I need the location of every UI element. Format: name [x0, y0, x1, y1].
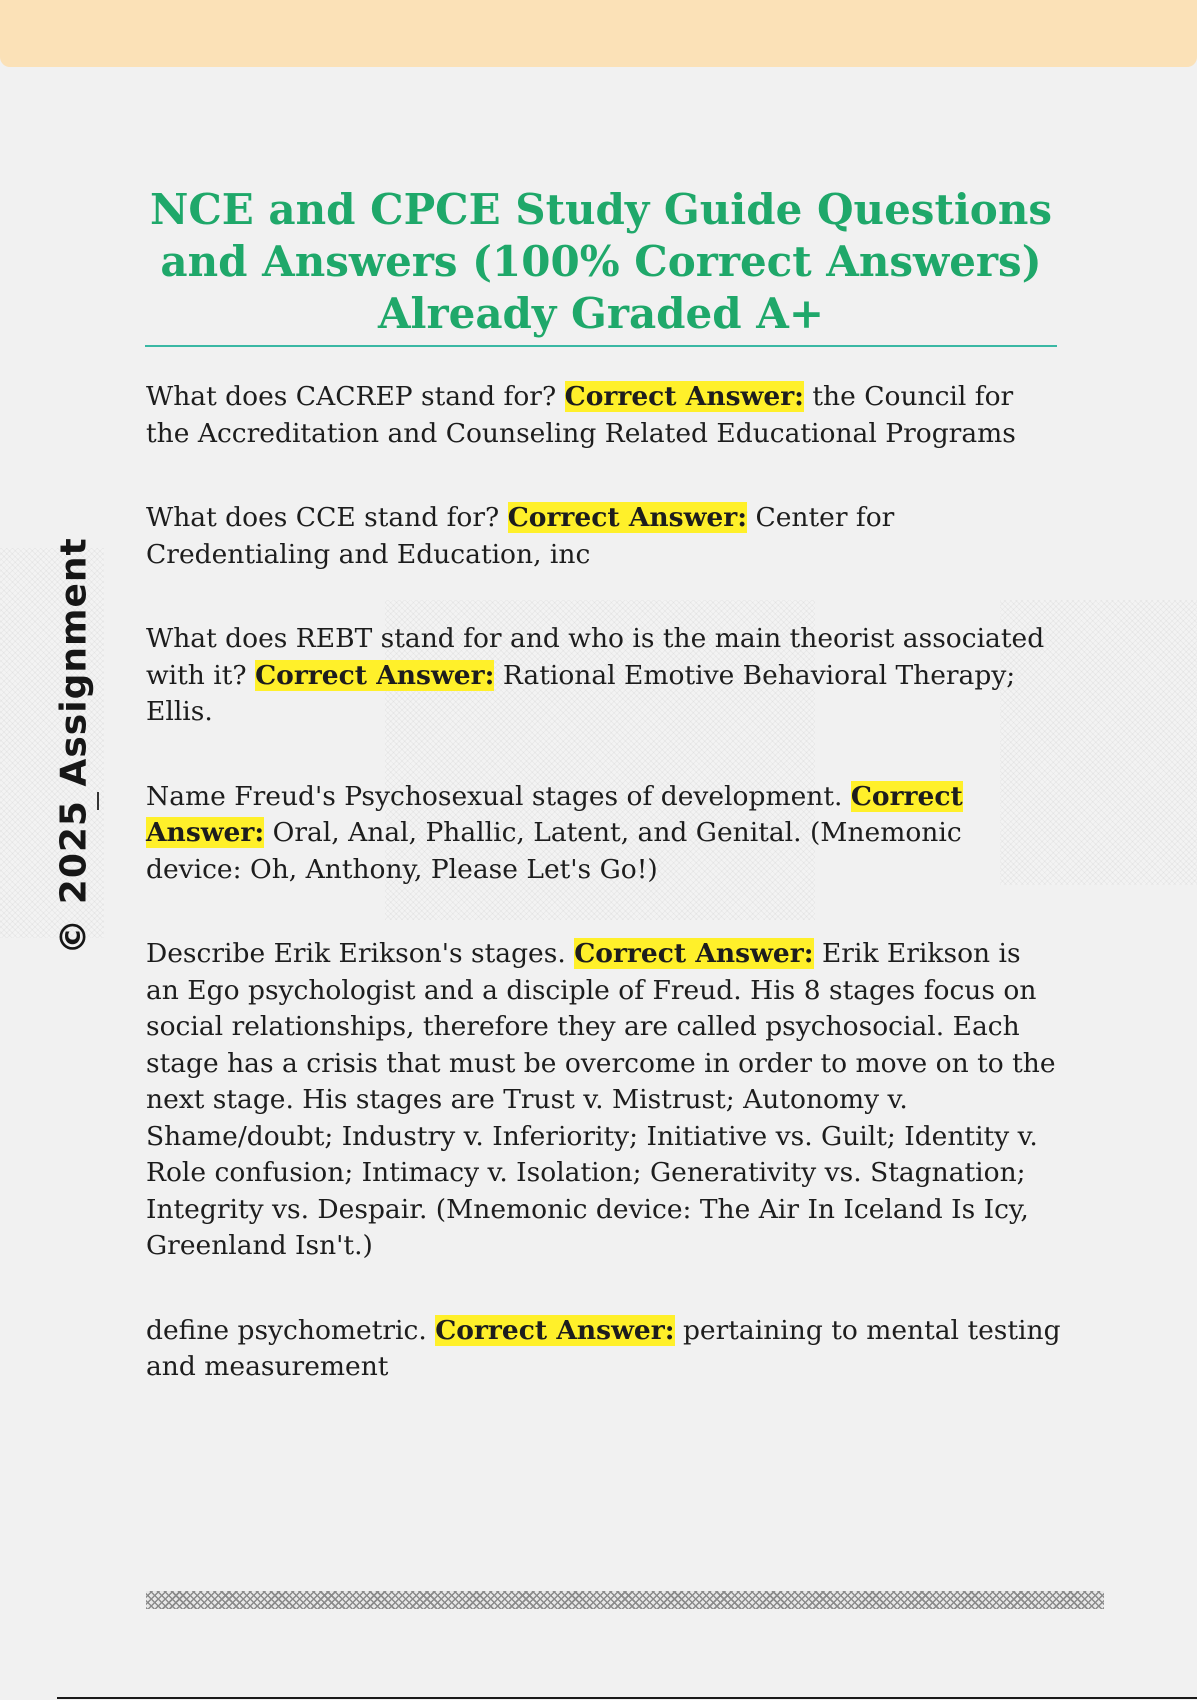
correct-answer-label: Correct Answer: — [574, 938, 814, 969]
answer-text: Oral, Anal, Phallic, Latent, and Genital. (Mnemonic device: Oh, Anthony, Please Let's Go!) — [146, 817, 962, 885]
question-text: What does REBT stand for and who is the main theorist associated with it? — [146, 623, 1045, 691]
title-line: Already Graded A+ — [377, 289, 825, 338]
correct-answer-label: Correct Answer: — [564, 381, 804, 412]
qa-item — [146, 1313, 1061, 1386]
title-line: NCE and CPCE Study Guide Questions — [149, 185, 1053, 234]
qa-list — [146, 379, 1061, 1434]
top-banner — [0, 0, 1197, 67]
title-underline — [145, 345, 1057, 347]
copyright-watermark: © 2025 Assignment — [53, 537, 95, 955]
hatched-divider — [146, 1591, 1104, 1609]
answer-text: Erik Erikson is an Ego psychologist and a disciple of Freud. His 8 stages focus on social relationships, therefore they are called psychosocial. Each stage has a crisis that must be overcome in order to move on to the next stage. His stages are Trust v. Mistrust; Autonomy v. Shame/doubt; Industry v. Inferiority; Initiative vs. Guilt; Identity v. Role confusion; Intimacy v. Isolation; Generativity vs. Stagnation; Integrity vs. Despair. (Mnemonic device: The Air In Iceland Is Icy, Greenland Isn't.) — [146, 938, 1056, 1261]
qa-item — [146, 379, 1061, 452]
qa-item — [146, 621, 1061, 731]
correct-answer-label: Correct Answer: — [146, 780, 963, 848]
question-text: Name Freud's Psychosexual stages of development. — [146, 780, 843, 812]
watermark-mark — [97, 792, 99, 810]
question-text: define psychometric. — [146, 1314, 427, 1346]
answer-text: Rational Emotive Behavioral Therapy; Ellis. — [146, 659, 1016, 727]
correct-answer-label: Correct Answer: — [435, 1314, 675, 1346]
correct-answer-label: Correct Answer: — [507, 502, 748, 533]
answer-text: pertaining to mental testing and measurement — [146, 1314, 1061, 1382]
answer-text: Center for Credentialing and Education, inc — [146, 502, 895, 570]
correct-answer-label: Correct Answer: — [255, 659, 495, 691]
title-line: and Answers (100% Correct Answers) — [160, 237, 1042, 286]
question-text: Describe Erik Erikson's stages. — [146, 938, 566, 969]
footer-rule — [57, 1697, 1197, 1699]
qa-item — [146, 936, 1061, 1265]
qa-item — [146, 779, 1061, 889]
answer-text: the Council for the Accreditation and Counseling Related Educational Programs — [146, 381, 1016, 449]
page-title — [145, 184, 1057, 340]
question-text: What does CACREP stand for? — [146, 381, 557, 412]
question-text: What does CCE stand for? — [146, 502, 500, 533]
qa-item — [146, 500, 1061, 573]
